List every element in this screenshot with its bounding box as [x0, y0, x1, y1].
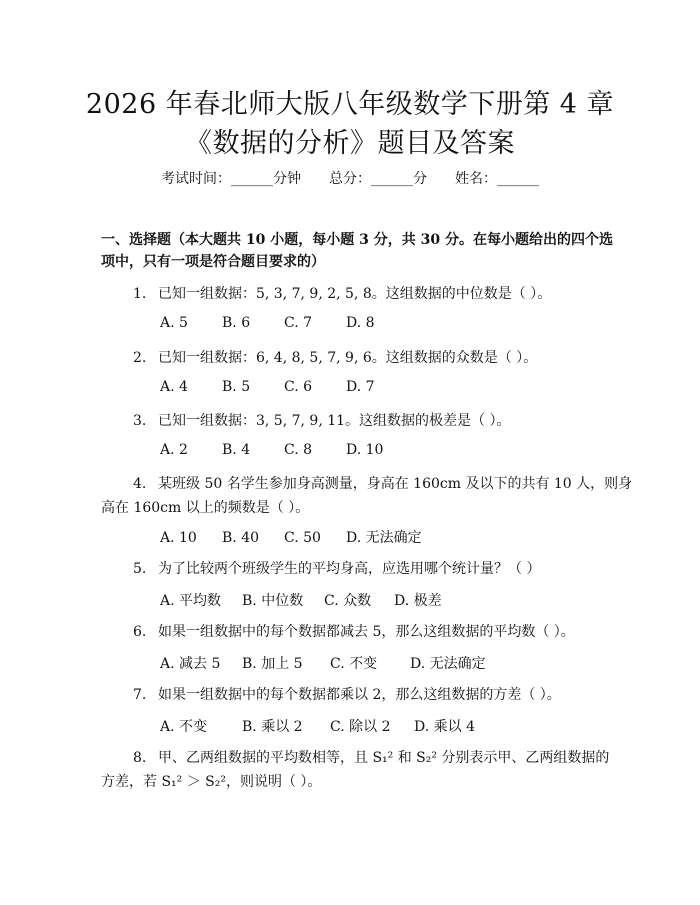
question-text: 已知一组数据：6, 4, 8, 5, 7, 9, 6。这组数据的众数是（ ）。 — [158, 350, 538, 366]
option-b: B. 6 — [222, 315, 251, 331]
question-2-options — [160, 379, 375, 395]
section-heading-line-1: 一、选择题（本大题共 10 小题，每小题 3 分，共 30 分。在每小题给出的四个选 — [101, 232, 613, 248]
option-b: B. 乘以 2 — [242, 719, 303, 735]
option-a: A. 2 — [160, 442, 188, 458]
option-b: B. 5 — [222, 379, 251, 395]
question-6-options — [160, 653, 486, 673]
question-3-options — [160, 442, 383, 458]
option-d: D. 无法确定 — [410, 656, 486, 672]
section-heading — [101, 229, 613, 273]
option-b: B. 中位数 — [242, 593, 304, 609]
question-8 — [133, 747, 609, 767]
question-number: 4. — [133, 476, 147, 492]
option-b: B. 4 — [222, 442, 251, 458]
question-number: 6. — [133, 624, 147, 640]
question-number: 3. — [133, 413, 147, 429]
question-5-options — [160, 590, 442, 610]
option-d: D. 极差 — [394, 593, 442, 609]
question-5 — [133, 558, 540, 578]
question-number: 5. — [133, 561, 147, 577]
question-text: 已知一组数据：5, 3, 7, 9, 2, 5, 8。这组数据的中位数是（ ）。 — [158, 286, 552, 302]
question-text: 如果一组数据中的每个数据都减去 5，那么这组数据的平均数（ ）。 — [158, 624, 575, 640]
question-text: 为了比较两个班级学生的平均身高，应选用哪个统计量？（ ） — [158, 561, 541, 577]
question-3 — [133, 410, 511, 430]
exam-time-field: 考试时间：______分钟 — [161, 171, 301, 187]
question-number: 2. — [133, 350, 147, 366]
option-a: A. 平均数 — [160, 593, 222, 609]
option-b: B. 加上 5 — [242, 656, 303, 672]
total-score-field: 总分：______分 — [329, 171, 427, 187]
question-7 — [133, 684, 561, 704]
option-d: D. 7 — [346, 379, 375, 395]
question-number: 8. — [133, 750, 147, 766]
question-2 — [133, 347, 537, 367]
option-a: A. 4 — [160, 379, 188, 395]
option-a: A. 10 — [160, 530, 197, 546]
option-c: C. 7 — [284, 315, 313, 331]
option-c: C. 除以 2 — [330, 719, 391, 735]
question-number: 7. — [133, 687, 147, 703]
question-4-continued: 高在 160cm 以上的频数是（ ）。 — [101, 500, 310, 516]
question-text: 某班级 50 名学生参加身高测量，身高在 160cm 及以下的共有 10 人，则身 — [158, 476, 633, 492]
option-d: D. 乘以 4 — [414, 719, 475, 735]
question-4 — [133, 473, 632, 493]
option-c: C. 不变 — [330, 656, 378, 672]
option-d: D. 无法确定 — [346, 530, 422, 546]
option-a: A. 减去 5 — [160, 656, 221, 672]
option-d: D. 8 — [346, 315, 375, 331]
question-4-options — [160, 527, 422, 547]
document-title-line-1: 2026 年春北师大版八年级数学下册第 4 章 — [85, 89, 615, 120]
option-b: B. 40 — [222, 530, 260, 546]
option-c: C. 6 — [284, 379, 313, 395]
question-number: 1. — [133, 286, 147, 302]
section-heading-line-2: 项中，只有一项是符合题目要求的） — [101, 254, 325, 270]
question-8-continued: 方差，若 S₁² ＞ S₂²，则说明（ ）。 — [101, 774, 322, 790]
student-name-field: 姓名：______ — [455, 171, 539, 187]
question-text: 已知一组数据：3, 5, 7, 9, 11。这组数据的极差是（ ）。 — [158, 413, 511, 429]
option-c: C. 50 — [284, 530, 321, 546]
question-text: 如果一组数据中的每个数据都乘以 2，那么这组数据的方差（ ）。 — [158, 687, 561, 703]
option-a: A. 5 — [160, 315, 188, 331]
exam-meta — [0, 168, 700, 188]
question-6 — [133, 621, 575, 641]
question-1-options — [160, 315, 375, 331]
option-c: C. 8 — [284, 442, 313, 458]
question-text: 甲、乙两组数据的平均数相等，且 S₁² 和 S₂² 分别表示甲、乙两组数据的 — [158, 750, 610, 766]
question-7-options — [160, 716, 475, 736]
option-a: A. 不变 — [160, 719, 208, 735]
option-c: C. 众数 — [324, 593, 372, 609]
document-title-line-2: 《数据的分析》题目及答案 — [185, 128, 515, 159]
question-1 — [133, 283, 551, 303]
option-d: D. 10 — [346, 442, 384, 458]
